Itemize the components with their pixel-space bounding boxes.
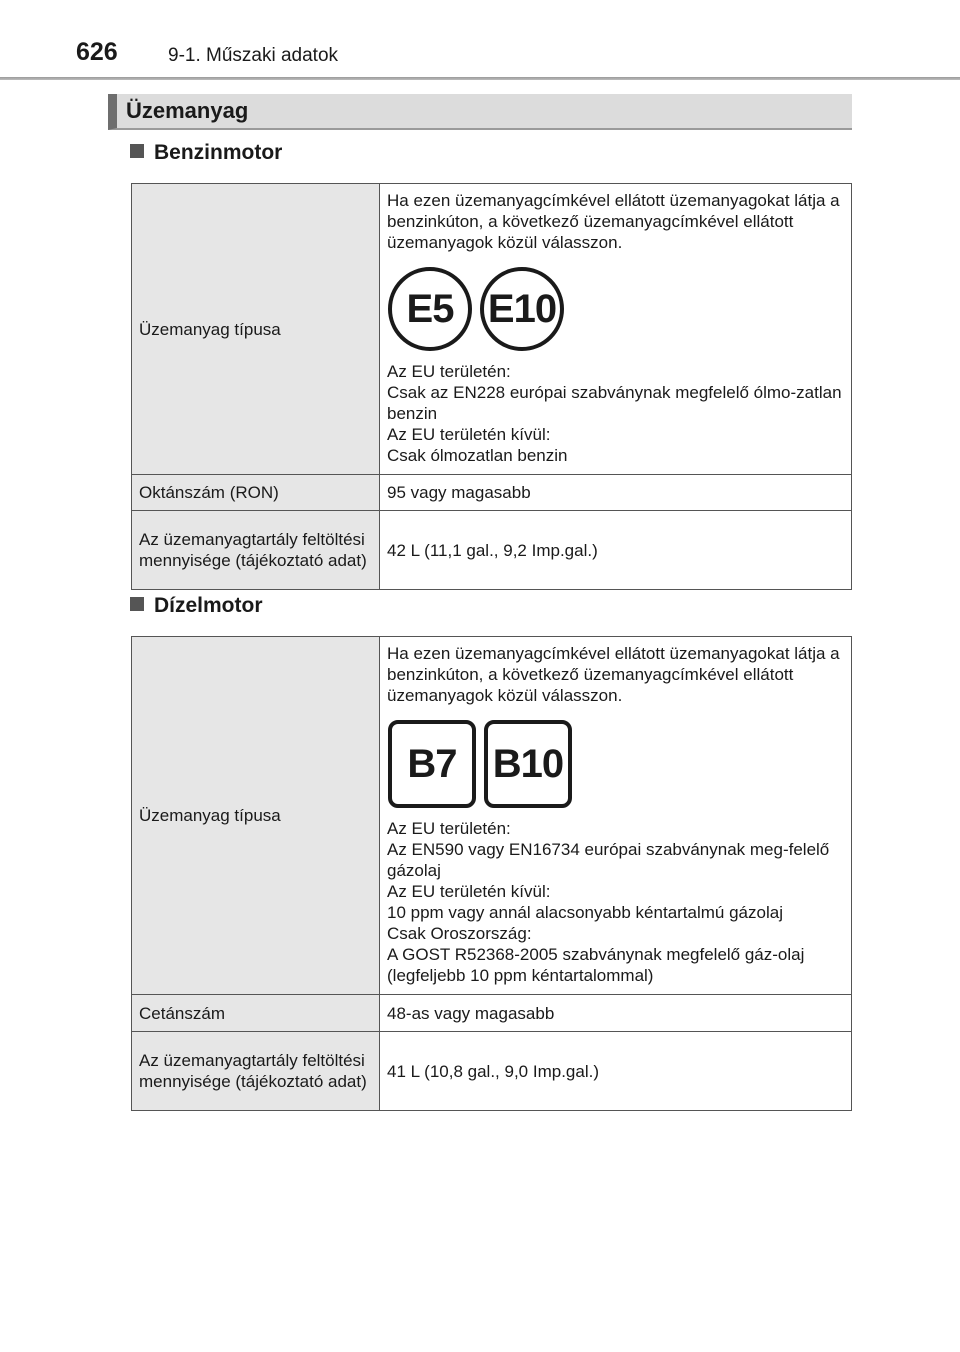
- capacity-label: Az üzemanyagtartály feltöltési mennyisége (tájékoztató adat): [132, 511, 380, 590]
- table-row: [132, 1032, 852, 1111]
- diesel-heading: [130, 594, 263, 618]
- fuel-type-label: Üzemanyag típusa: [132, 637, 380, 995]
- cetane-label: Cetánszám: [132, 995, 380, 1032]
- eu-text: Csak az EN228 európai szabványnak megfelelő ólmo-zatlan benzin: [387, 383, 842, 423]
- capacity-value: 42 L (11,1 gal., 9,2 Imp.gal.): [380, 511, 852, 590]
- header-divider: [0, 77, 960, 80]
- diesel-heading-text: Dízelmotor: [154, 594, 263, 617]
- cetane-value: 48-as vagy magasabb: [380, 995, 852, 1032]
- eu-heading: Az EU területén:: [387, 362, 511, 381]
- non-eu-heading: Az EU területén kívül:: [387, 425, 551, 444]
- fuel-label-badges: [388, 267, 844, 351]
- fuel-type-intro: Ha ezen üzemanyagcímkével ellátott üzemanyagokat látja a benzinkúton, a következő üzemanyagcímkével ellátott üzemanyagok közül válasszon.: [387, 191, 840, 252]
- petrol-heading: [130, 141, 282, 165]
- fuel-label-badges: [388, 720, 844, 808]
- octane-label: Oktánszám (RON): [132, 475, 380, 511]
- octane-value: 95 vagy magasabb: [380, 475, 852, 511]
- section-title-bar: [108, 94, 852, 130]
- diesel-spec-table: [131, 636, 852, 1111]
- table-row: [132, 511, 852, 590]
- section-title: Üzemanyag: [126, 98, 249, 123]
- page-number: 626: [76, 38, 118, 66]
- table-row: [132, 637, 852, 995]
- fuel-type-value: [380, 184, 852, 475]
- e10-fuel-label-icon: E10: [480, 267, 564, 351]
- non-eu-text: Csak ólmozatlan benzin: [387, 446, 568, 465]
- eu-text: Az EN590 vagy EN16734 európai szabványnak meg-felelő gázolaj: [387, 840, 830, 880]
- table-row: [132, 184, 852, 475]
- non-eu-heading: Az EU területén kívül:: [387, 882, 551, 901]
- fuel-type-intro: Ha ezen üzemanyagcímkével ellátott üzemanyagokat látja a benzinkúton, a következő üzemanyagcímkével ellátott üzemanyagok közül válasszon.: [387, 644, 840, 705]
- capacity-value: 41 L (10,8 gal., 9,0 Imp.gal.): [380, 1032, 852, 1111]
- bullet-square-icon: [130, 144, 144, 158]
- table-row: [132, 995, 852, 1032]
- non-eu-text: 10 ppm vagy annál alacsonyabb kéntartalmú gázolaj: [387, 903, 783, 922]
- russia-heading: Csak Oroszország:: [387, 924, 532, 943]
- fuel-type-label: Üzemanyag típusa: [132, 184, 380, 475]
- capacity-label: Az üzemanyagtartály feltöltési mennyisége (tájékoztató adat): [132, 1032, 380, 1111]
- b10-fuel-label-icon: B10: [484, 720, 572, 808]
- petrol-spec-table: [131, 183, 852, 590]
- table-row: [132, 475, 852, 511]
- b7-fuel-label-icon: B7: [388, 720, 476, 808]
- e5-fuel-label-icon: E5: [388, 267, 472, 351]
- fuel-type-value: [380, 637, 852, 995]
- bullet-square-icon: [130, 597, 144, 611]
- petrol-heading-text: Benzinmotor: [154, 141, 283, 164]
- chapter-title: 9-1. Műszaki adatok: [168, 45, 339, 66]
- eu-heading: Az EU területén:: [387, 819, 511, 838]
- russia-text: A GOST R52368-2005 szabványnak megfelelő gáz-olaj (legfeljebb 10 ppm kéntartalommal): [387, 945, 805, 985]
